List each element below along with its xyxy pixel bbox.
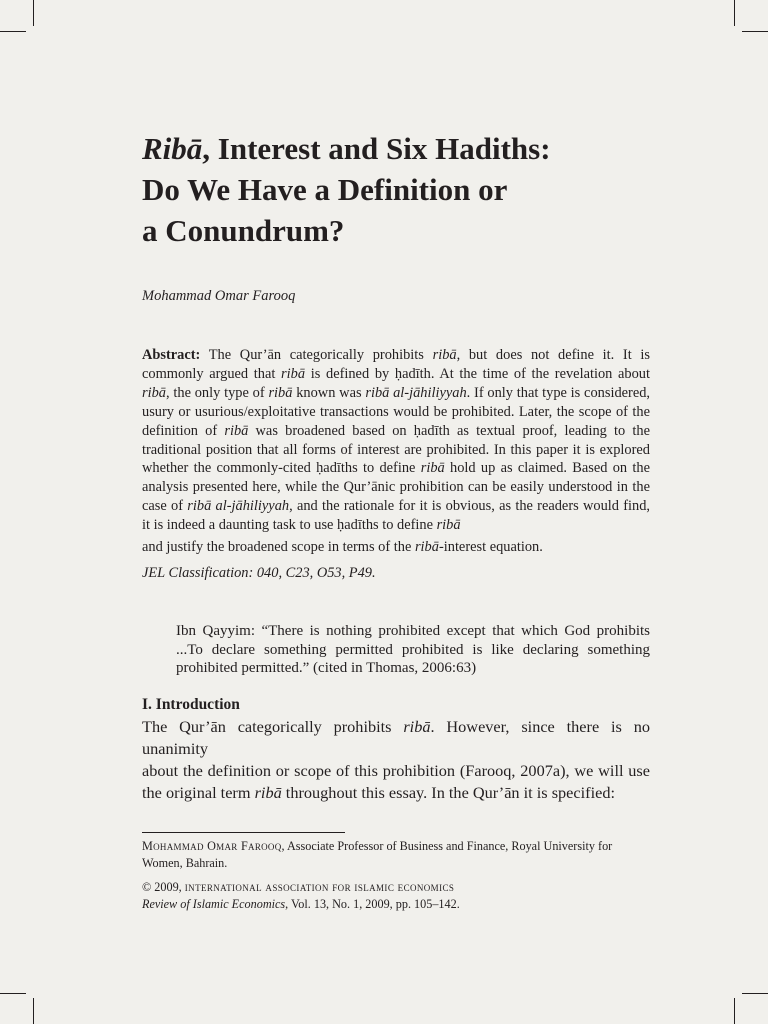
journal-citation: Review of Islamic Economics, Vol. 13, No. 1, 2009, pp. 105–142.: [142, 897, 460, 911]
text-run: the original term: [142, 783, 255, 802]
author-footnote: [142, 838, 650, 872]
title-line-2: Do We Have a Definition or: [142, 172, 508, 207]
italic-term: ribā al-jāhiliyyah: [187, 498, 290, 515]
jel-classification: JEL Classification: 040, C23, O53, P49.: [142, 565, 376, 581]
copyright-line: © 2009, international association for islamic economics: [142, 880, 455, 894]
text-run: throughout this essay. In the Qur’ān it is specified:: [281, 783, 615, 802]
intro-line: [142, 782, 650, 804]
intro-line: [142, 716, 650, 760]
text-run: is defined by ḥadīth. At the time of the revelation about: [305, 365, 650, 382]
text-run: about the definition or scope of this prohibition (Farooq, 2007a), we will use: [142, 761, 650, 780]
copyright-org: international association for islamic economics: [184, 880, 455, 894]
crop-mark-top-left-h: [0, 31, 26, 32]
italic-term: ribā: [436, 517, 461, 534]
text-run: -interest equation.: [438, 539, 543, 556]
italic-term: ribā: [224, 422, 249, 439]
crop-mark-bottom-right-h: [742, 993, 768, 994]
crop-mark-top-right: [734, 0, 735, 26]
italic-term: ribā: [420, 460, 445, 477]
crop-mark-top-right-h: [742, 31, 768, 32]
italic-term: ribā: [414, 539, 439, 556]
text-run: The Qur’ān categorically prohibits: [200, 347, 433, 363]
text-run: . However, since there is no unanimity: [142, 717, 650, 758]
crop-mark-bottom-left: [33, 998, 34, 1024]
title-line-1: Ribā, Interest and Six Hadiths:: [142, 131, 551, 166]
text-run: and justify the broadened scope in terms of the: [142, 539, 415, 556]
intro-line: [142, 760, 650, 782]
title-line-3: a Conundrum?: [142, 213, 345, 248]
footnote-author-name: Mohammad Omar Farooq: [142, 839, 282, 853]
text-run: was broadened based on ḥadīth as textual proof, leading to the traditional position that all forms of interest are prohibited. In this paper it is explored whether the commonly-cited ḥadīths to define: [142, 422, 650, 477]
italic-term: ribā: [268, 384, 293, 401]
crop-mark-bottom-right: [734, 998, 735, 1024]
crop-mark-bottom-left-h: [0, 993, 26, 994]
text-run: . If only that type is considered, usury or usurious/exploitative transactions would be prohibited. Later, the scope of the definition of: [142, 384, 650, 439]
italic-term: ribā al-jāhiliyyah: [365, 384, 467, 401]
italic-term: ribā: [432, 347, 457, 363]
abstract-last-line: [142, 538, 650, 557]
crop-mark-top-left: [33, 0, 34, 26]
text-run: hold up as claimed. Based on the analysis presented here, while the Qur’ānic prohibition can be easily understood in the case of: [142, 460, 651, 515]
footnote-rule: [142, 832, 345, 833]
copyright-block: [142, 879, 650, 913]
italic-term: ribā: [281, 365, 306, 382]
text-run: The Qur’ān categorically prohibits: [142, 717, 404, 736]
abstract-label: Abstract:: [142, 347, 201, 363]
italic-term: ribā: [254, 783, 282, 802]
text-run: , and the rationale for it is obvious, as the readers would find, it is indeed a daunting task to use ḥadīths to define: [142, 498, 650, 534]
italic-term: ribā: [142, 384, 166, 401]
paper-title: [142, 128, 702, 251]
section-heading: I. Introduction: [142, 696, 240, 713]
abstract-body: [142, 347, 650, 533]
italic-term: ribā: [403, 717, 431, 736]
text-run: , but does not define it. It is commonly argued that: [142, 347, 650, 382]
journal-name: Review of Islamic Economics: [142, 897, 286, 911]
epigraph-quote: Ibn Qayyim: “There is nothing prohibited except that which God prohibits ...To declare something permitted prohibited is like declaring something prohibited permitted.” (cited in Thomas, 2006:63): [176, 623, 650, 677]
title-italic-term: Ribā: [142, 131, 203, 166]
footnote-affiliation: , Associate Professor of Business and Finance, Royal University for Women, Bahrain.: [142, 839, 613, 870]
intro-paragraph: [142, 716, 650, 804]
author-name: Mohammad Omar Farooq: [142, 288, 296, 304]
abstract: [142, 346, 650, 557]
text-run: known was: [292, 384, 366, 401]
text-run: , the only type of: [166, 384, 269, 401]
